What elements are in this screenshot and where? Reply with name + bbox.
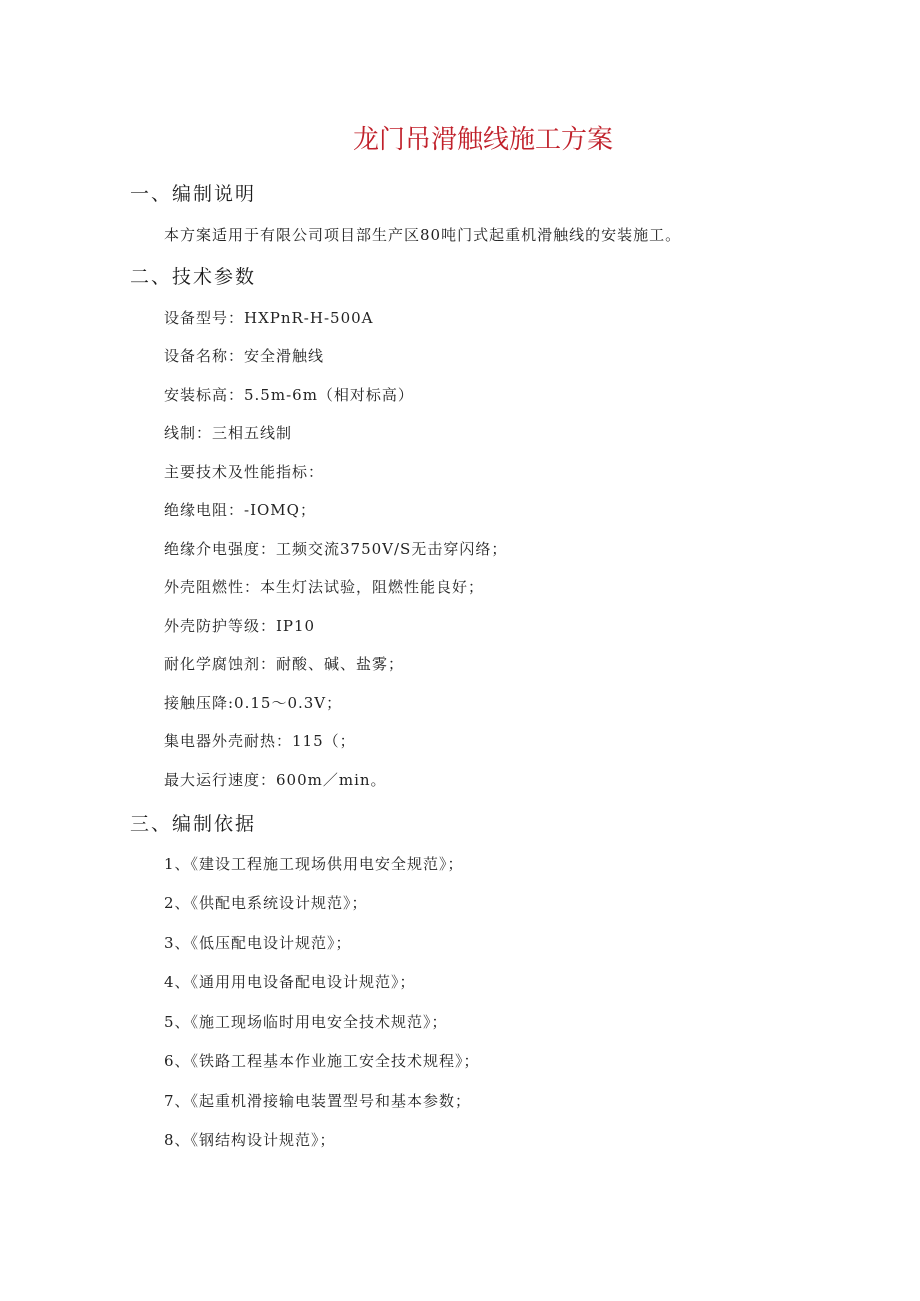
param-dielectric-strength: 绝缘介电强度：工频交流3750V/S无击穿闪络； [164, 540, 508, 558]
param-contact-voltage-drop: 接触压降:0.15～0.3V； [164, 694, 343, 712]
param-chemical-resistance: 耐化学腐蚀剂：耐酸、碱、盐雾； [164, 655, 405, 673]
param-wiring: 线制：三相五线制 [164, 424, 293, 442]
param-flame-retardancy: 外壳阻燃性：本生灯法试验，阻燃性能良好； [164, 578, 485, 596]
section-heading-1: 一、编制说明 [130, 183, 257, 205]
reference-item: 1、《建设工程施工现场供用电安全规范》； [164, 855, 464, 873]
section-heading-3: 三、编制依据 [130, 813, 257, 835]
reference-item: 6、《铁路工程基本作业施工安全技术规程》； [164, 1052, 480, 1070]
reference-item: 4、《通用用电设备配电设计规范》； [164, 973, 416, 991]
param-elevation: 安装标高：5.5m-6m（相对标高） [164, 386, 414, 404]
document-title: 龙门吊滑触线施工方案 [352, 125, 613, 155]
reference-item: 7、《起重机滑接输电装置型号和基本参数； [164, 1092, 472, 1110]
reference-item: 8、《钢结构设计规范》； [164, 1131, 336, 1149]
param-collector-heat: 集电器外壳耐热：115（； [164, 732, 356, 750]
reference-item: 2、《供配电系统设计规范》； [164, 894, 368, 912]
reference-item: 5、《施工现场临时用电安全技术规范》； [164, 1013, 448, 1031]
section-heading-2: 二、技术参数 [130, 266, 257, 288]
param-insulation-resistance: 绝缘电阻：-IOMQ； [164, 501, 316, 519]
paragraph-scope: 本方案适用于有限公司项目部生产区80吨门式起重机滑触线的安装施工。 [164, 226, 682, 244]
param-protection-grade: 外壳防护等级：IP10 [164, 617, 316, 635]
param-name: 设备名称：安全滑触线 [164, 347, 325, 365]
param-model: 设备型号：HXPnR-H-500A [164, 309, 374, 327]
param-indicators-label: 主要技术及性能指标： [164, 463, 325, 481]
param-max-speed: 最大运行速度：600m／min。 [164, 771, 387, 789]
reference-item: 3、《低压配电设计规范》； [164, 934, 352, 952]
